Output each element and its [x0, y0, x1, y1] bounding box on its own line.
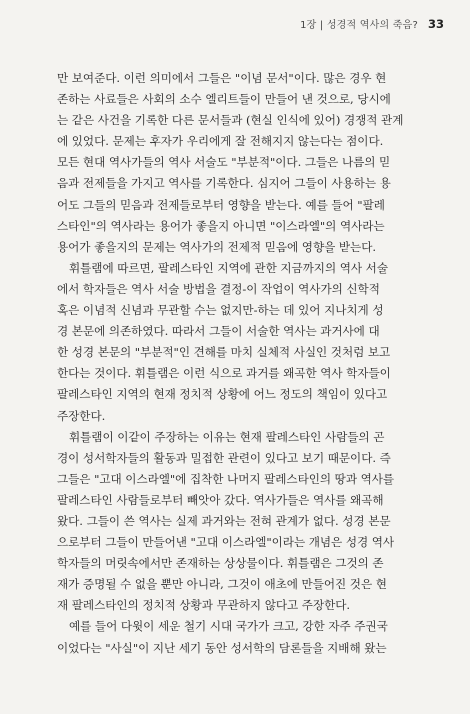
text-line: 팔레스타인 사람들로부터 빼앗아 갔다. 역사가들은 역사를 왜곡해: [57, 492, 384, 507]
body-text: [57, 68, 421, 659]
text-line: 에 있었다. 문제는 후자가 우리에게 잘 전해지지 않는다는 점이다.: [57, 134, 384, 149]
text-line: 재 팔레스타인의 정치적 상황과 무관하지 않다고 주장한다.: [57, 598, 351, 613]
text-line: 존하는 사료들은 사회의 소수 엘리트들이 만들어 낸 것으로, 당시에: [57, 92, 391, 107]
running-header: [300, 16, 444, 34]
chapter-running-title: 1장 | 성경적 역사의 죽음?: [300, 20, 418, 31]
text-line: 이었다는 "사실"이 지난 세기 동안 성서학의 담론들을 지배해 왔는: [57, 640, 387, 655]
text-line: 어도 그들의 믿음과 전제들로부터 영향을 받는다. 예를 들어 "팔레: [57, 197, 385, 212]
text-line: 용어가 좋을지의 문제는 역사가의 전제적 믿음에 영향을 받는다.: [57, 239, 376, 254]
text-line: 경 본문에 의존하였다. 따라서 그들이 서술한 역사는 과거사에 대: [57, 324, 380, 339]
text-line: 주장한다.: [57, 408, 106, 423]
text-line: 왔다. 그들이 쓴 역사는 실제 과거와는 전혀 관계가 없다. 성경 본문: [57, 513, 391, 528]
text-line: 그들은 "고대 이스라엘"에 집착한 나머지 팔레스타인의 땅과 역사를: [57, 471, 395, 486]
text-line: 만 보여준다. 이런 의미에서 그들은 "이념 문서"이다. 많은 경우 현: [57, 71, 387, 85]
paragraph-first-line: 예를 들어 다윗이 세운 철기 시대 국가가 크고, 강한 자주 주권국: [69, 619, 388, 634]
text-line: 으로부터 그들이 만들어낸 "고대 이스라엘"이라는 개념은 성경 역사: [57, 535, 395, 550]
text-line: 재가 증명될 수 없을 뿐만 아니라, 그것이 애초에 만들어진 것은 현: [57, 577, 387, 592]
text-line: 경이 성서학자들의 활동과 밀접한 관련이 있다고 보기 때문이다. 즉: [57, 450, 391, 465]
paragraph-first-line: 휘틀램이 이같이 주장하는 이유는 현재 팔레스타인 사람들의 곤: [69, 429, 385, 444]
text-line: 혹은 이념적 신념과 무관할 수는 없지만-하는 데 있어 지나치게 성: [57, 303, 384, 318]
text-line: 는 같은 사건을 기록한 다른 문서들과 (현실 인식에 있어) 경쟁적 관계: [57, 113, 404, 128]
paragraph-first-line: 휘틀램에 따르면, 팔레스타인 지역에 관한 지금까지의 역사 서술: [69, 260, 388, 275]
text-line: 모든 현대 역사가들의 역사 서술도 "부분적"이다. 그들은 나름의 믿: [57, 155, 391, 170]
page-number: 33: [427, 17, 444, 31]
text-line: 한다는 것이다. 휘틀램은 이런 식으로 과거를 왜곡한 역사 학자들이: [57, 366, 391, 381]
text-line: 음과 전제들을 가지고 역사를 기록한다. 심지어 그들이 사용하는 용: [57, 176, 391, 191]
text-line: 학자들의 머릿속에서만 존재하는 상상물이다. 휘틀램은 그것의 존: [57, 556, 384, 571]
text-line: 팔레스타인 지역의 현재 정치적 상황에 어느 정도의 책임이 있다고: [57, 387, 388, 402]
text-line: 한 성경 본문의 "부분적"인 견해를 마치 실체적 사실인 것처럼 보고: [57, 345, 391, 360]
text-line: 에서 학자들은 역사 서술 방법을 결정-이 작업이 역사가의 신학적: [57, 281, 380, 296]
text-line: 스타인"의 역사라는 용어가 좋을지 아니면 "이스라엘"의 역사라는: [57, 218, 385, 233]
